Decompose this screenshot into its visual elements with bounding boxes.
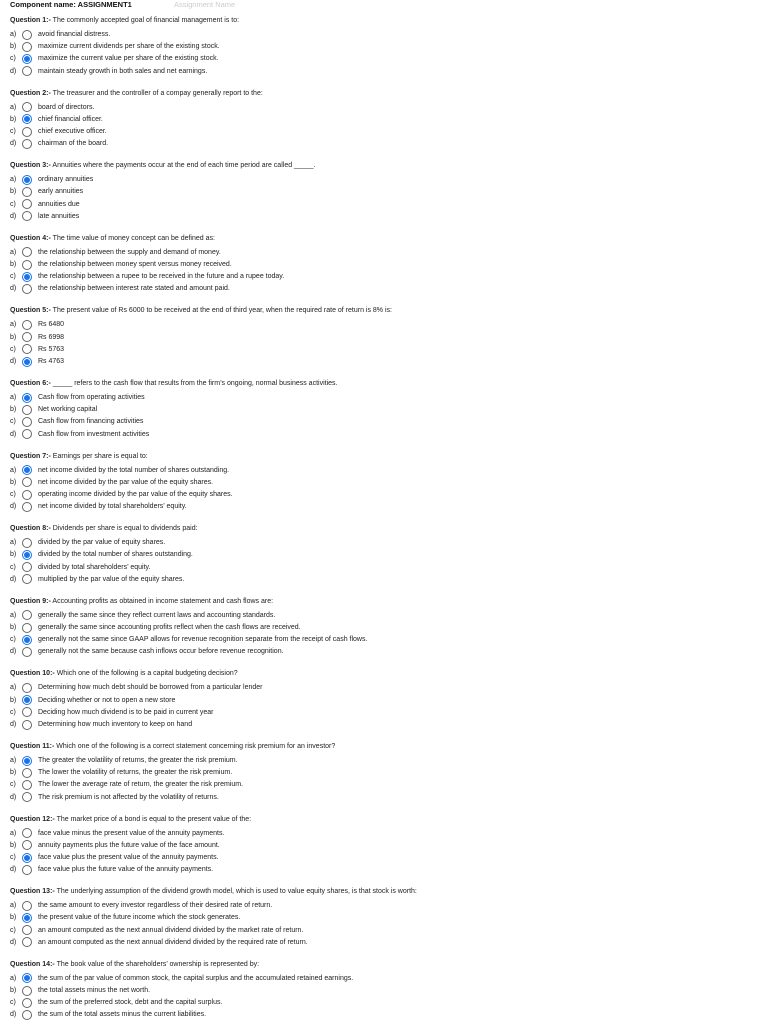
question-list [10, 16, 760, 1032]
question-prompt: Annuities where the payments occur at the end of each time period are called _____. [52, 162, 316, 170]
option-text: The lower the average rate of return, the greater the risk premium. [38, 781, 244, 789]
radio-unchecked-icon[interactable] [22, 574, 32, 584]
question-number: Question 9:- [10, 597, 51, 605]
question-text [10, 306, 760, 316]
option-letter: c) [10, 491, 16, 499]
question-number: Question 1:- [10, 17, 51, 24]
option-text: divided by the total number of shares outstanding. [38, 551, 193, 559]
option-text: the sum of the total assets minus the current liabilities. [38, 1011, 207, 1019]
answer-option[interactable] [10, 561, 760, 573]
option-letter: c) [10, 200, 16, 208]
radio-checked-icon[interactable] [22, 635, 32, 645]
answer-option[interactable] [10, 29, 760, 41]
question-number: Question 5:- [10, 307, 51, 315]
question-prompt: Which one of the following is a correct statement concerning risk premium for an investor? [56, 742, 336, 750]
radio-checked-icon[interactable] [22, 756, 32, 766]
option-letter: c) [10, 563, 16, 571]
option-letter: d) [10, 575, 17, 583]
answer-option[interactable] [10, 900, 760, 912]
option-letter: b) [10, 406, 17, 414]
radio-unchecked-icon[interactable] [22, 127, 32, 137]
option-letter: a) [10, 757, 17, 765]
answer-option[interactable] [10, 997, 760, 1009]
option-letter: b) [10, 551, 17, 559]
option-letter: d) [10, 938, 17, 946]
radio-unchecked-icon[interactable] [22, 562, 32, 572]
radio-unchecked-icon[interactable] [22, 707, 32, 717]
option-letter: c) [10, 708, 16, 716]
question-prompt: The treasurer and the controller of a compay generally report to the: [52, 89, 263, 97]
answer-option[interactable] [10, 694, 760, 706]
option-text: Rs 4763 [38, 358, 65, 366]
option-text: Determining how much inventory to keep on hand [38, 721, 193, 728]
answer-option[interactable] [10, 621, 760, 633]
radio-unchecked-icon[interactable] [22, 490, 32, 500]
question-text [10, 16, 760, 26]
option-letter: c) [10, 854, 16, 861]
option-letter: c) [10, 636, 16, 644]
radio-unchecked-icon[interactable] [22, 768, 32, 778]
answer-option[interactable] [10, 537, 760, 549]
answer-option[interactable] [10, 343, 760, 355]
question-block [10, 16, 760, 89]
answer-option[interactable] [10, 428, 760, 440]
answer-option[interactable] [10, 404, 760, 416]
option-text: chairman of the board. [38, 140, 109, 148]
radio-unchecked-icon[interactable] [22, 998, 32, 1008]
option-text: net income divided by the total number of shares outstanding. [38, 466, 230, 474]
question-prompt: The commonly accepted goal of financial management is to: [52, 17, 240, 24]
component-name-value: ASSIGNMENT1 [77, 0, 132, 9]
option-text: Net working capital [38, 406, 98, 414]
radio-unchecked-icon[interactable] [22, 66, 32, 76]
option-text: chief financial officer. [38, 115, 103, 123]
radio-unchecked-icon[interactable] [22, 792, 32, 802]
question-prompt: Dividends per share is equal to dividends paid: [52, 525, 198, 533]
option-letter: a) [10, 31, 17, 39]
option-letter: c) [10, 926, 16, 934]
option-letter: b) [10, 696, 17, 704]
question-text [10, 960, 760, 970]
question-prompt: The underlying assumption of the dividend growth model, which is used to value equity shares, is that stock is worth: [56, 888, 417, 896]
option-letter: b) [10, 987, 17, 994]
answer-option[interactable] [10, 271, 760, 283]
radio-unchecked-icon[interactable] [22, 865, 32, 875]
option-text: an amount computed as the next annual dividend divided by the required rate of return. [38, 938, 308, 946]
answer-option[interactable] [10, 912, 760, 924]
option-text: avoid financial distress. [38, 31, 111, 39]
answer-option[interactable] [10, 186, 760, 198]
answer-option[interactable] [10, 864, 760, 876]
option-text: net income divided by total shareholders’ equity. [38, 503, 187, 511]
option-text: annuities due [38, 200, 80, 208]
radio-unchecked-icon[interactable] [22, 840, 32, 850]
question-block [10, 379, 760, 452]
question-block [10, 887, 760, 960]
option-text: maintain steady growth in both sales and net earnings. [38, 67, 208, 75]
option-letter: a) [10, 103, 17, 111]
radio-unchecked-icon[interactable] [22, 139, 32, 149]
option-text: the total assets minus the net worth. [38, 987, 151, 994]
answer-option[interactable] [10, 839, 760, 851]
option-text: The risk premium is not affected by the volatility of returns. [38, 793, 219, 801]
question-block [10, 161, 760, 234]
question-text [10, 597, 760, 607]
question-block [10, 524, 760, 597]
radio-unchecked-icon[interactable] [22, 647, 32, 657]
question-prompt: Earnings per share is equal to: [52, 452, 148, 460]
option-letter: b) [10, 43, 17, 51]
question-block [10, 234, 760, 307]
question-prompt: The market price of a bond is equal to the present value of the: [56, 815, 252, 823]
option-text: Deciding whether or not to open a new store [38, 696, 176, 704]
radio-unchecked-icon[interactable] [22, 502, 32, 512]
radio-checked-icon[interactable] [22, 913, 32, 923]
option-letter: d) [10, 212, 17, 220]
option-text: maximize the current value per share of the existing stock. [38, 55, 219, 63]
option-text: the relationship between money spent versus money received. [38, 261, 232, 269]
answer-option[interactable] [10, 488, 760, 500]
radio-checked-icon[interactable] [22, 465, 32, 475]
option-text: the same amount to every investor regardless of their desired rate of return. [38, 902, 273, 910]
radio-unchecked-icon[interactable] [22, 986, 32, 996]
option-text: Rs 6998 [38, 333, 65, 341]
option-letter: c) [10, 781, 16, 789]
radio-unchecked-icon[interactable] [22, 260, 32, 270]
question-block [10, 815, 760, 888]
question-block [10, 742, 760, 815]
question-number: Question 3:- [10, 162, 51, 170]
radio-unchecked-icon[interactable] [22, 320, 32, 330]
question-text [10, 452, 760, 462]
radio-unchecked-icon[interactable] [22, 780, 32, 790]
radio-unchecked-icon[interactable] [22, 828, 32, 838]
option-text: Cash flow from financing activities [38, 418, 144, 426]
radio-checked-icon[interactable] [22, 175, 32, 185]
option-text: divided by the par value of equity shares. [38, 539, 166, 547]
radio-unchecked-icon[interactable] [22, 623, 32, 633]
question-text [10, 234, 760, 244]
option-letter: b) [10, 841, 17, 849]
radio-checked-icon[interactable] [22, 550, 32, 560]
option-text: net income divided by the par value of the equity shares. [38, 478, 214, 486]
answer-option[interactable] [10, 476, 760, 488]
option-text: Rs 5763 [38, 345, 65, 353]
radio-unchecked-icon[interactable] [22, 925, 32, 935]
answer-option[interactable] [10, 573, 760, 585]
question-text [10, 669, 760, 679]
option-text: board of directors. [38, 103, 95, 111]
option-letter: c) [10, 273, 16, 281]
option-text: late annuities [38, 212, 80, 220]
option-text: generally not the same since GAAP allows for revenue recognition separate from the receipt of cash flows. [38, 636, 368, 644]
answer-option[interactable] [10, 138, 760, 150]
answer-option[interactable] [10, 827, 760, 839]
option-text: an amount computed as the next annual dividend divided by the market rate of return. [38, 926, 304, 934]
question-text [10, 89, 760, 99]
question-text [10, 379, 760, 389]
radio-unchecked-icon[interactable] [22, 332, 32, 342]
answer-option[interactable] [10, 101, 760, 113]
answer-option[interactable] [10, 198, 760, 210]
option-text: early annuities [38, 188, 84, 196]
option-text: the relationship between interest rate stated and amount paid. [38, 285, 230, 293]
answer-option[interactable] [10, 125, 760, 137]
option-letter: a) [10, 321, 17, 329]
option-text: Rs 6480 [38, 321, 65, 329]
radio-unchecked-icon[interactable] [22, 720, 32, 730]
option-letter: c) [10, 418, 16, 426]
answer-option[interactable] [10, 416, 760, 428]
option-text: annuity payments plus the future value of the face amount. [38, 841, 220, 849]
option-text: multiplied by the par value of the equity shares. [38, 575, 185, 583]
question-prompt: The time value of money concept can be defined as: [52, 234, 215, 242]
option-letter: c) [10, 345, 16, 353]
question-text [10, 742, 760, 752]
option-text: the relationship between a rupee to be received in the future and a rupee today. [38, 273, 285, 281]
option-text: the relationship between the supply and demand of money. [38, 248, 221, 256]
option-text: divided by total shareholders’ equity. [38, 563, 151, 571]
radio-unchecked-icon[interactable] [22, 1010, 32, 1020]
answer-option[interactable] [10, 682, 760, 694]
question-prompt: The book value of the shareholders’ ownership is represented by: [56, 960, 260, 968]
option-letter: c) [10, 999, 16, 1007]
question-number: Question 6:- [10, 379, 51, 387]
option-letter: d) [10, 430, 17, 438]
question-text [10, 815, 760, 825]
option-letter: b) [10, 115, 17, 123]
option-letter: c) [10, 128, 16, 136]
option-letter: a) [10, 611, 17, 619]
option-text: chief executive officer. [38, 128, 107, 136]
radio-unchecked-icon[interactable] [22, 284, 32, 294]
answer-option[interactable] [10, 319, 760, 331]
option-text: generally the same since they reflect current laws and accounting standards. [38, 611, 276, 619]
question-number: Question 12:- [10, 815, 55, 823]
answer-option[interactable] [10, 718, 760, 730]
radio-unchecked-icon[interactable] [22, 417, 32, 427]
component-header [10, 0, 235, 8]
radio-unchecked-icon[interactable] [22, 42, 32, 52]
option-letter: d) [10, 648, 17, 656]
answer-option[interactable] [10, 609, 760, 621]
question-number: Question 14:- [10, 960, 55, 968]
answer-option[interactable] [10, 246, 760, 258]
option-letter: d) [10, 793, 17, 801]
answer-option[interactable] [10, 634, 760, 646]
option-letter: a) [10, 829, 17, 837]
question-number: Question 11:- [10, 742, 55, 750]
radio-unchecked-icon[interactable] [22, 187, 32, 197]
answer-option[interactable] [10, 355, 760, 367]
radio-unchecked-icon[interactable] [22, 199, 32, 209]
radio-unchecked-icon[interactable] [22, 477, 32, 487]
answer-option[interactable] [10, 791, 760, 803]
answer-option[interactable] [10, 464, 760, 476]
radio-checked-icon[interactable] [22, 114, 32, 124]
answer-option[interactable] [10, 283, 760, 295]
radio-checked-icon[interactable] [22, 695, 32, 705]
option-letter: b) [10, 624, 17, 632]
option-text: the sum of the preferred stock, debt and the capital surplus. [38, 999, 223, 1007]
question-prompt: Which one of the following is a capital budgeting decision? [56, 670, 238, 678]
question-number: Question 7:- [10, 452, 51, 460]
option-text: The lower the volatility of returns, the greater the risk premium. [38, 769, 233, 777]
radio-checked-icon[interactable] [22, 393, 32, 403]
option-text: face value plus the present value of the annuity payments. [38, 854, 219, 861]
answer-option[interactable] [10, 851, 760, 863]
option-letter: d) [10, 1011, 17, 1019]
question-text [10, 161, 760, 171]
answer-option[interactable] [10, 767, 760, 779]
option-text: generally not the same because cash inflows occur before revenue recognition. [38, 648, 284, 656]
answer-option[interactable] [10, 984, 760, 996]
answer-option[interactable] [10, 754, 760, 766]
answer-option[interactable] [10, 41, 760, 53]
option-letter: b) [10, 261, 17, 269]
answer-option[interactable] [10, 501, 760, 513]
answer-option[interactable] [10, 65, 760, 77]
question-block [10, 669, 760, 742]
option-text: generally the same since accounting profits reflect when the cash flows are received. [38, 624, 301, 632]
answer-option[interactable] [10, 924, 760, 936]
radio-checked-icon[interactable] [22, 853, 32, 863]
option-letter: b) [10, 478, 17, 486]
option-letter: a) [10, 902, 17, 910]
option-text: face value minus the present value of the annuity payments. [38, 829, 225, 837]
option-letter: b) [10, 914, 17, 922]
option-text: Determining how much debt should be borrowed from a particular lender [38, 684, 263, 692]
option-letter: a) [10, 176, 17, 184]
option-letter: a) [10, 684, 17, 692]
option-letter: b) [10, 333, 17, 341]
radio-unchecked-icon[interactable] [22, 901, 32, 911]
answer-option[interactable] [10, 174, 760, 186]
question-text [10, 887, 760, 897]
answer-option[interactable] [10, 391, 760, 403]
radio-unchecked-icon[interactable] [22, 30, 32, 40]
option-text: Cash flow from operating activities [38, 394, 145, 402]
question-prompt: The present value of Rs 6000 to be received at the end of third year, when the required rate of return is 8% is: [52, 307, 392, 315]
radio-unchecked-icon[interactable] [22, 247, 32, 257]
question-block [10, 306, 760, 379]
question-block [10, 452, 760, 525]
radio-unchecked-icon[interactable] [22, 405, 32, 415]
question-prompt: Accounting profits as obtained in income statement and cash flows are: [52, 597, 274, 605]
radio-unchecked-icon[interactable] [22, 683, 32, 693]
option-letter: d) [10, 866, 17, 874]
answer-option[interactable] [10, 113, 760, 125]
radio-unchecked-icon[interactable] [22, 429, 32, 439]
option-letter: c) [10, 55, 16, 63]
answer-option[interactable] [10, 972, 760, 984]
option-letter: b) [10, 769, 17, 777]
option-letter: d) [10, 140, 17, 148]
option-letter: b) [10, 188, 17, 196]
option-letter: a) [10, 539, 17, 547]
answer-option[interactable] [10, 549, 760, 561]
option-text: Cash flow from investment activities [38, 430, 150, 438]
option-text: the sum of the par value of common stock, the capital surplus and the accumulated retained earnings. [38, 974, 354, 982]
question-number: Question 10:- [10, 670, 55, 678]
radio-unchecked-icon[interactable] [22, 211, 32, 221]
question-number: Question 13:- [10, 888, 55, 896]
radio-unchecked-icon[interactable] [22, 344, 32, 354]
answer-option[interactable] [10, 210, 760, 222]
answer-option[interactable] [10, 1009, 760, 1021]
answer-option[interactable] [10, 331, 760, 343]
radio-checked-icon[interactable] [22, 973, 32, 983]
question-text [10, 524, 760, 534]
answer-option[interactable] [10, 779, 760, 791]
radio-unchecked-icon[interactable] [22, 102, 32, 112]
radio-unchecked-icon[interactable] [22, 937, 32, 947]
question-block [10, 960, 760, 1032]
option-text: ordinary annuities [38, 176, 94, 184]
option-text: the present value of the future income which the stock generates. [38, 914, 241, 922]
radio-checked-icon[interactable] [22, 357, 32, 367]
option-text: operating income divided by the par value of the equity shares. [38, 491, 233, 499]
question-number: Question 2:- [10, 89, 51, 97]
option-text: face value plus the future value of the annuity payments. [38, 866, 214, 874]
option-letter: d) [10, 721, 17, 728]
option-text: The greater the volatility of returns, the greater the risk premium. [38, 757, 238, 765]
radio-unchecked-icon[interactable] [22, 538, 32, 548]
option-letter: a) [10, 248, 17, 256]
question-block [10, 89, 760, 162]
option-letter: a) [10, 974, 17, 982]
answer-option[interactable] [10, 706, 760, 718]
question-block [10, 597, 760, 670]
option-letter: d) [10, 503, 17, 511]
option-text: maximize current dividends per share of the existing stock. [38, 43, 220, 51]
option-letter: d) [10, 285, 17, 293]
option-letter: d) [10, 358, 17, 366]
assignment-name-faint: Assignment Name [173, 0, 236, 9]
answer-option[interactable] [10, 258, 760, 270]
option-text: Deciding how much dividend is to be paid in current year [38, 708, 214, 716]
option-letter: a) [10, 466, 17, 474]
radio-checked-icon[interactable] [22, 272, 32, 282]
answer-option[interactable] [10, 936, 760, 948]
option-letter: d) [10, 67, 17, 75]
question-number: Question 4:- [10, 234, 51, 242]
radio-checked-icon[interactable] [22, 54, 32, 64]
answer-option[interactable] [10, 646, 760, 658]
component-name-label: Component name: [10, 0, 76, 9]
radio-unchecked-icon[interactable] [22, 610, 32, 620]
question-prompt: _____ refers to the cash flow that results from the firm’s ongoing, normal business activities. [52, 379, 338, 387]
question-number: Question 8:- [10, 525, 51, 533]
answer-option[interactable] [10, 53, 760, 65]
option-letter: a) [10, 394, 17, 402]
